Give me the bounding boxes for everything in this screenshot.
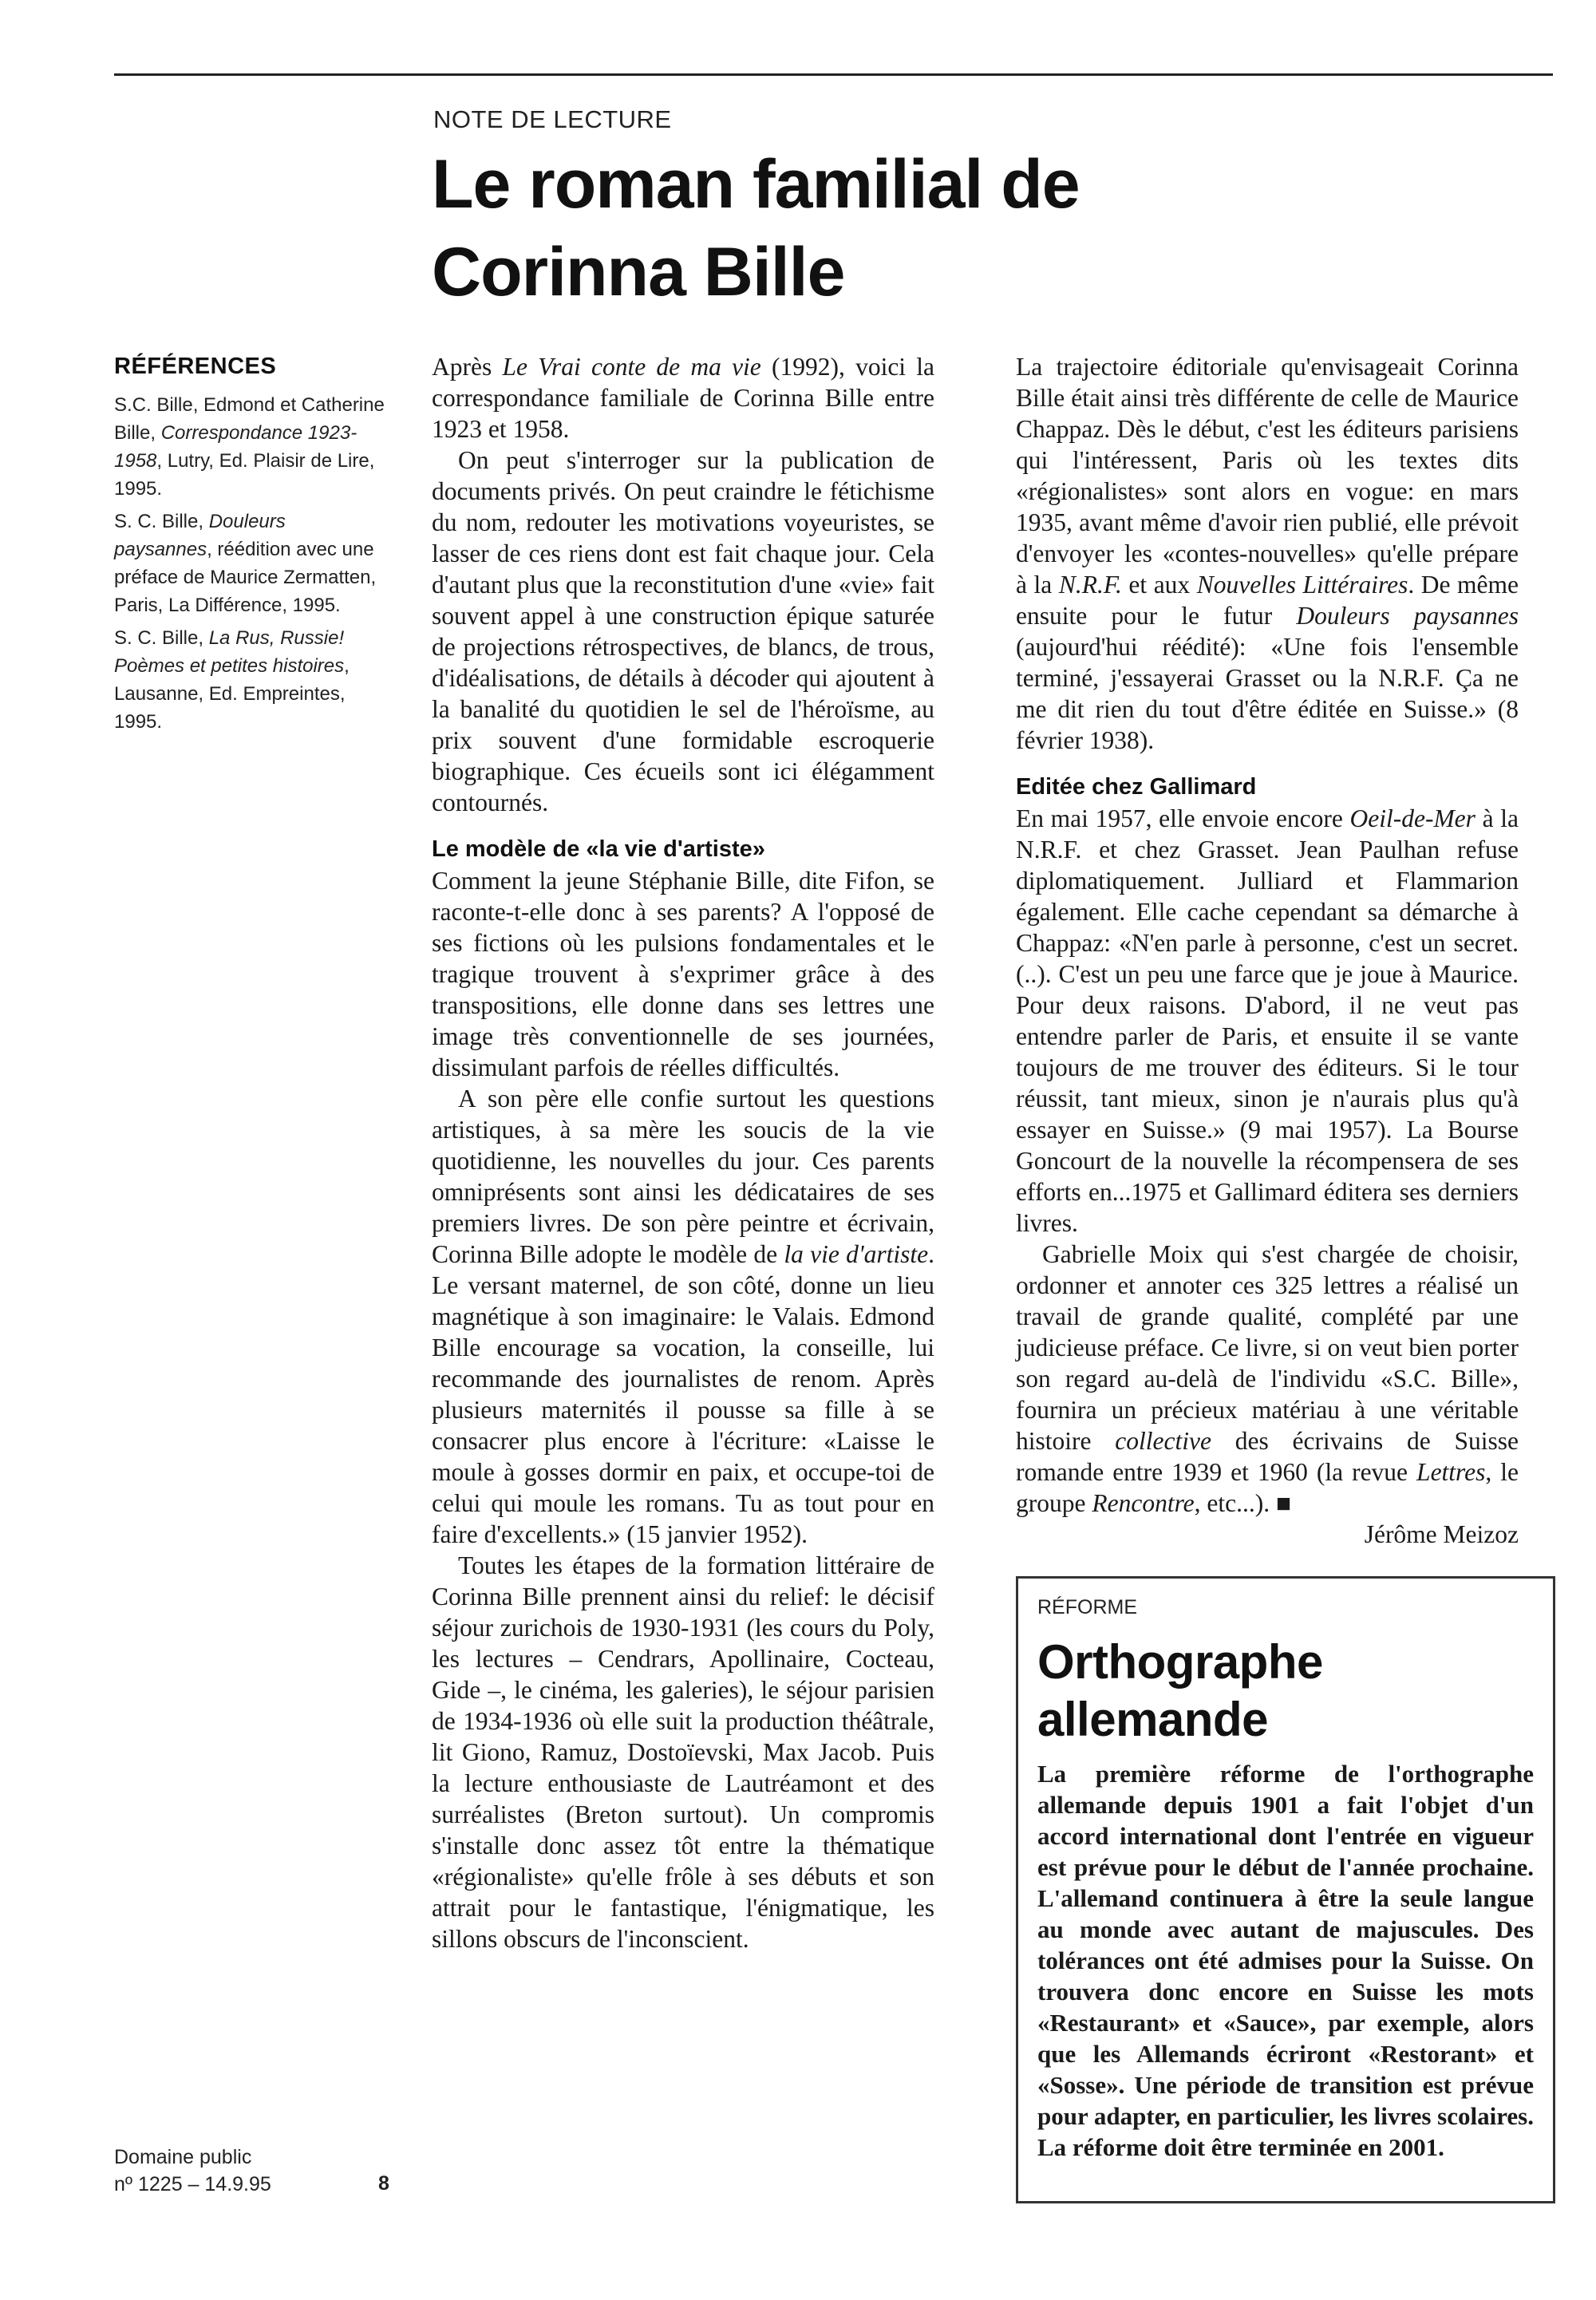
text-run: . Le versant maternel, de son côté, donne un lieu magnétique à son imaginaire: le Valais. Edmond Bille encourage sa vocation, la conseille, lui recommande des journalistes de renom. Après plusieurs maternités il pousse sa fille à se consacrer plus encore à l'écriture: «Laisse le moule à gosses dormir en paix, et occupe-toi de celui qui moule les romans. Tu as tout pour en faire d'excellents.» (15 janvier 1952).	[432, 1240, 934, 1548]
title-line-1: Le roman familial de	[432, 146, 1080, 223]
publication-name: Domaine public	[114, 2146, 252, 2168]
subheading: Editée chez Gallimard	[1016, 774, 1257, 800]
box-kicker: RÉFORME	[1037, 1596, 1137, 1618]
reference-publisher: , Lausanne, Ed. Empreintes, 1995.	[114, 655, 350, 733]
emphasis: Nouvelles Littéraires	[1196, 571, 1408, 599]
text-run: Après	[432, 353, 503, 381]
reference-item	[114, 508, 385, 619]
article-column-1	[432, 351, 934, 1954]
page-number: 8	[378, 2172, 389, 2195]
emphasis: Lettres	[1416, 1458, 1486, 1486]
reference-title: Correspondance 1923-1958	[114, 422, 358, 472]
text-run: (1992), voici la correspondance familiale de Corinna Bille entre 1923 et 1958.	[432, 353, 934, 443]
text-run: Gabrielle Moix qui s'est chargée de choisir, ordonner et annoter ces 325 lettres a réalisé un travail de grande qualité, complété par une judicieuse préface. Ce livre, si on veut bien porter son regard au-delà de l'individu «S.C. Bille», fournira un précieux matériau à une véritable histoire	[1016, 1240, 1519, 1455]
box-text: La première réforme de l'orthographe allemande depuis 1901 a fait l'objet d'un accord international dont l'entrée en vigueur est prévue pour le début de l'année prochaine. L'allemand continuera à être la seule langue au monde avec autant de majuscules. Des tolérances ont été admises pour la Suisse. On trouvera donc encore en Suisse les mots «Restaurant» et «Sauce», par exemple, alors que les Allemands écriront «Restorant» et «Sosse». Une période de transition est prévue pour adapter, en particulier, les livres scolaires. La réforme doit être terminée en 2001.	[1037, 1760, 1534, 2161]
article-column-2	[1016, 351, 1519, 1550]
text-run: . De même ensuite pour le futur	[1016, 571, 1519, 630]
text-run: , le groupe	[1016, 1458, 1519, 1517]
book-title: Le Vrai conte de ma vie	[502, 353, 761, 381]
issue-number: nº 1225 – 14.9.95	[114, 2173, 271, 2195]
paragraph	[1016, 351, 1519, 756]
reference-author: S. C. Bille,	[114, 627, 209, 649]
reference-author: S. C. Bille,	[114, 511, 209, 532]
paragraph	[1016, 803, 1519, 1239]
references-heading: RÉFÉRENCES	[114, 354, 277, 379]
reference-item	[114, 624, 385, 736]
emphasis: collective	[1115, 1427, 1211, 1455]
text-run: , etc...). ■	[1194, 1489, 1291, 1517]
text-run: En mai 1957, elle envoie encore	[1016, 804, 1350, 832]
paragraph: Comment la jeune Stéphanie Bille, dite Fifon, se raconte-t-elle donc à ses parents? A l'opposé de ses fictions où les pulsions fondamentales et le tragique trouvent à s'exprimer grâce à des transpositions, elle donne dans ses lettres une image très conventionnelle de ses journées, dissimulant parfois de réelles difficultés.	[432, 867, 934, 1081]
author-signature: Jérôme Meizoz	[1364, 1520, 1519, 1548]
text-run: A son père elle confie surtout les questions artistiques, à sa mère les soucis de la vie quotidienne, les nouvelles du jour. Ces parents omniprésents sont ainsi les dédicataires de ses premiers livres. De son père peintre et écrivain, Corinna Bille adopte le modèle de	[432, 1085, 934, 1268]
text-run: (aujourd'hui réédité): «Une fois l'ensemble terminé, j'essayerai Grasset ou la N.R.F. Ça ne me dit rien du tout d'être éditée en Suisse.» (8 février 1938).	[1016, 633, 1519, 754]
emphasis: la vie d'artiste	[784, 1240, 929, 1268]
title-line-2: Corinna Bille	[432, 234, 845, 310]
reference-author: S.C. Bille, Edmond et Catherine Bille,	[114, 394, 385, 444]
reference-title: Douleurs paysannes	[114, 511, 286, 560]
subheading: Le modèle de «la vie d'artiste»	[432, 836, 765, 862]
box-title-line-1: Orthographe	[1037, 1635, 1323, 1689]
reform-news-box	[1016, 1576, 1555, 2203]
reference-publisher: , réédition avec une préface de Maurice Zermatten, Paris, La Différence, 1995.	[114, 539, 377, 616]
box-title-line-2: allemande	[1037, 1693, 1268, 1746]
emphasis: N.R.F.	[1058, 571, 1122, 599]
reference-title: La Rus, Russie! Poèmes et petites histoires	[114, 627, 345, 677]
box-title	[1037, 1634, 1534, 1749]
section-kicker: NOTE DE LECTURE	[433, 105, 672, 133]
book-title: Oeil-de-Mer	[1349, 804, 1476, 832]
top-rule	[114, 73, 1553, 76]
text-run: La trajectoire éditoriale qu'envisageait Corinna Bille était ainsi très différente de celle de Maurice Chappaz. Dès le début, c'est les éditeurs parisiens qui l'intéressent, Paris où les textes dits «régionalistes» sont alors en vogue: en mars 1935, avant même d'avoir rien publié, elle prévoit d'envoyer les «contes-nouvelles» qu'elle prépare à la	[1016, 353, 1519, 599]
paragraph	[432, 351, 934, 445]
article-title	[432, 140, 1469, 316]
text-run: à la N.R.F. et chez Grasset. Jean Paulhan refuse diplomatiquement. Julliard et Flammarion également. Elle cache cependant sa démarche à Chappaz: «N'en parle à personne, c'est un secret. (..). C'est un peu une farce que je joue à Maurice. Pour deux raisons. D'abord, il ne veut pas entendre parler de Paris, et ensuite il se vante toujours de me trouver des éditeurs. Si le tour réussit, tant mieux, sinon je n'aurais plus qu'à essayer en Suisse.» (9 mai 1957). La Bourse Goncourt de la nouvelle la récompensera de ses efforts en...1975 et Gallimard éditera ses derniers livres.	[1016, 804, 1519, 1237]
text-run: et aux	[1121, 571, 1197, 599]
emphasis: Douleurs paysannes	[1296, 602, 1519, 630]
reference-item	[114, 391, 385, 503]
paragraph: Toutes les étapes de la formation littéraire de Corinna Bille prennent ainsi du relief: le décisif séjour zurichois de 1930-1931 (les cours du Poly, les lectures – Cendrars, Apollinaire, Cocteau, Gide –, le cinéma, les galeries), le séjour parisien de 1934-1936 où elle suit la production théâtrale, lit Giono, Ramuz, Dostoïevski, Max Jacob. Puis la lecture enthousiaste de Lautréamont et des surréalistes (Breton surtout). Un compromis s'installe donc assez tôt entre la thématique «régionaliste» qu'elle frôle à ses débuts et son attrait pour le fantastique, l'énigmatique, les sillons obscurs de l'inconscient.	[432, 1551, 934, 1953]
text-run: des écrivains de Suisse romande entre 1939 et 1960 (la revue	[1016, 1427, 1519, 1486]
paragraph	[1016, 1239, 1519, 1519]
references-sidebar	[114, 354, 385, 741]
emphasis: Rencontre	[1092, 1489, 1195, 1517]
reference-publisher: , Lutry, Ed. Plaisir de Lire, 1995.	[114, 450, 375, 500]
paragraph	[432, 1083, 934, 1550]
publication-footer	[114, 2144, 271, 2198]
paragraph: On peut s'interroger sur la publication de documents privés. On peut craindre le fétichisme du nom, redouter les motivations voyeuristes, se lasser de ces riens dont est fait chaque jour. Cela d'autant plus que la reconstitution d'une «vie» fait souvent appel à une construction épique saturée de projections rétrospectives, de blancs, de trous, d'idéalisations, de détails à décoder qui ajoutent à la banalité du quotidien le sel de l'héroïsme, au prix souvent d'une formidable escroquerie biographique. Ces écueils sont ici élégamment contournés.	[432, 446, 934, 816]
